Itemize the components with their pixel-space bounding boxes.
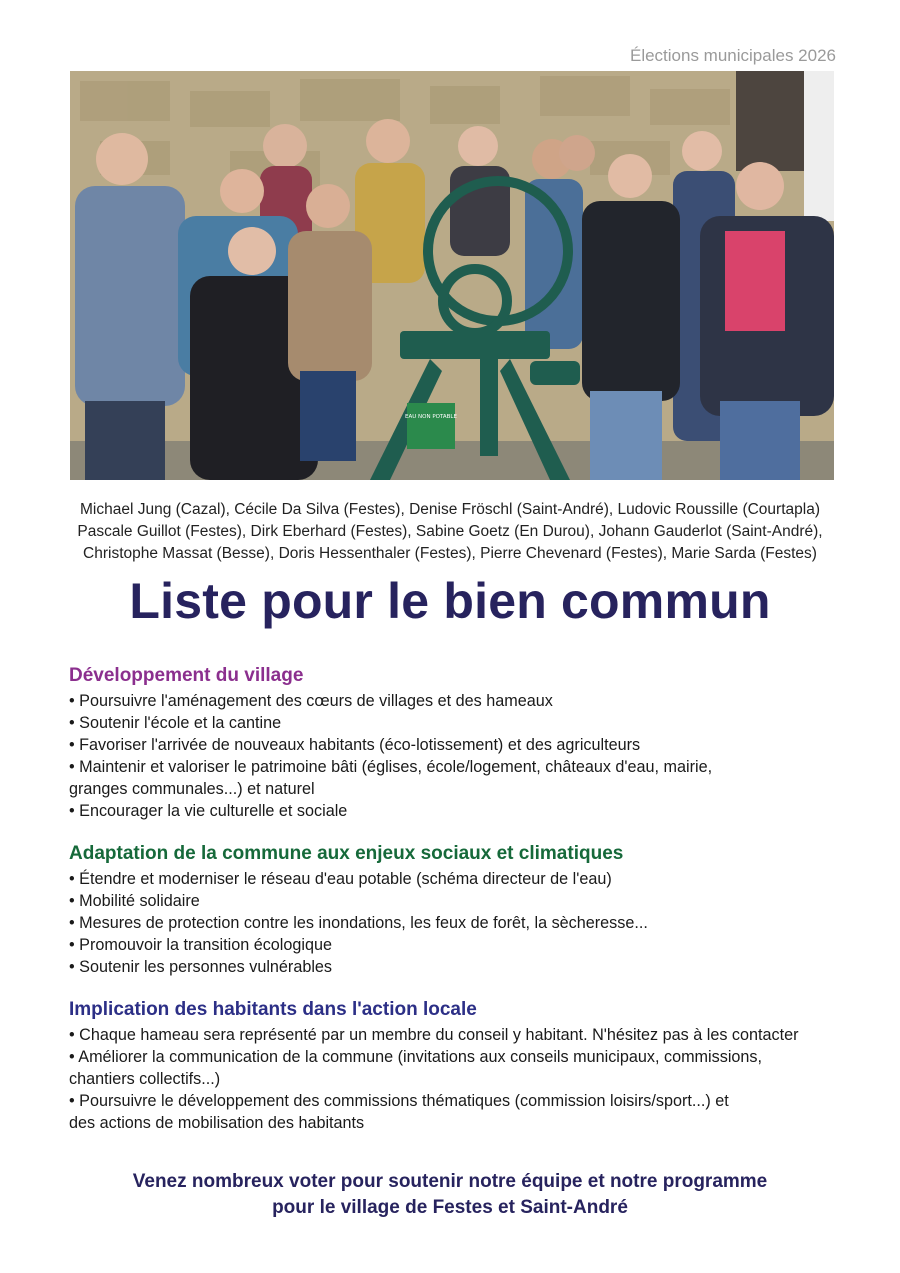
program-item: • Améliorer la communication de la commune (invitations aux conseils municipaux, commissions, [69, 1048, 763, 1066]
program-item: • Favoriser l'arrivée de nouveaux habitants (éco-lotissement) et des agriculteurs [69, 736, 641, 754]
program-item: • Poursuivre le développement des commissions thématiques (commission loisirs/sport...) et [69, 1092, 729, 1110]
program-item: • Encourager la vie culturelle et sociale [69, 802, 348, 820]
program-item: • Soutenir l'école et la cantine [69, 714, 282, 732]
caption-line: Pascale Guillot (Festes), Dirk Eberhard (Festes), Sabine Goetz (En Durou), Johann Gauderlot (Saint-André), [77, 523, 823, 540]
section-heading: Développement du village [69, 665, 304, 686]
pump-sign-text: EAU NON POTABLE [405, 414, 457, 420]
program-item: • Soutenir les personnes vulnérables [69, 958, 333, 976]
caption-line: Christophe Massat (Besse), Doris Hessenthaler (Festes), Pierre Chevenard (Festes), Marie Sarda (Festes) [83, 545, 817, 562]
program-item: • Maintenir et valoriser le patrimoine bâti (églises, école/logement, châteaux d'eau, mairie, [69, 758, 713, 776]
program-item: • Chaque hameau sera représenté par un membre du conseil y habitant. N'hésitez pas à les contacter [69, 1026, 799, 1044]
election-tag: Élections municipales 2026 [629, 46, 836, 65]
section-citizen-involvement [69, 998, 859, 1134]
call-to-vote [0, 1169, 900, 1221]
program-item: • Étendre et moderniser le réseau d'eau potable (schéma directeur de l'eau) [69, 870, 612, 888]
list-title: Liste pour le bien commun [129, 573, 771, 629]
footer-line: pour le village de Festes et Saint-André [272, 1197, 628, 1218]
footer-line: Venez nombreux voter pour soutenir notre équipe et notre programme [132, 1171, 768, 1192]
program-item: granges communales...) et naturel [69, 780, 315, 798]
group-photo [70, 71, 834, 480]
program-item: • Mesures de protection contre les inondations, les feux de forêt, la sècheresse... [69, 914, 648, 932]
section-heading: Implication des habitants dans l'action locale [69, 999, 477, 1020]
program-item: • Mobilité solidaire [69, 892, 200, 910]
program-item: chantiers collectifs...) [69, 1070, 221, 1088]
program-item: • Poursuivre l'aménagement des cœurs de villages et des hameaux [69, 692, 553, 710]
group-photo-illustration [70, 71, 834, 480]
section-village-development [69, 664, 859, 822]
team-caption [40, 499, 860, 565]
program-item: des actions de mobilisation des habitants [69, 1114, 365, 1132]
caption-line: Michael Jung (Cazal), Cécile Da Silva (Festes), Denise Fröschl (Saint-André), Ludovic Roussille (Courtapla) [80, 501, 820, 518]
section-heading: Adaptation de la commune aux enjeux sociaux et climatiques [69, 843, 624, 864]
section-climate-adaptation [69, 842, 859, 978]
program-item: • Promouvoir la transition écologique [69, 936, 333, 954]
